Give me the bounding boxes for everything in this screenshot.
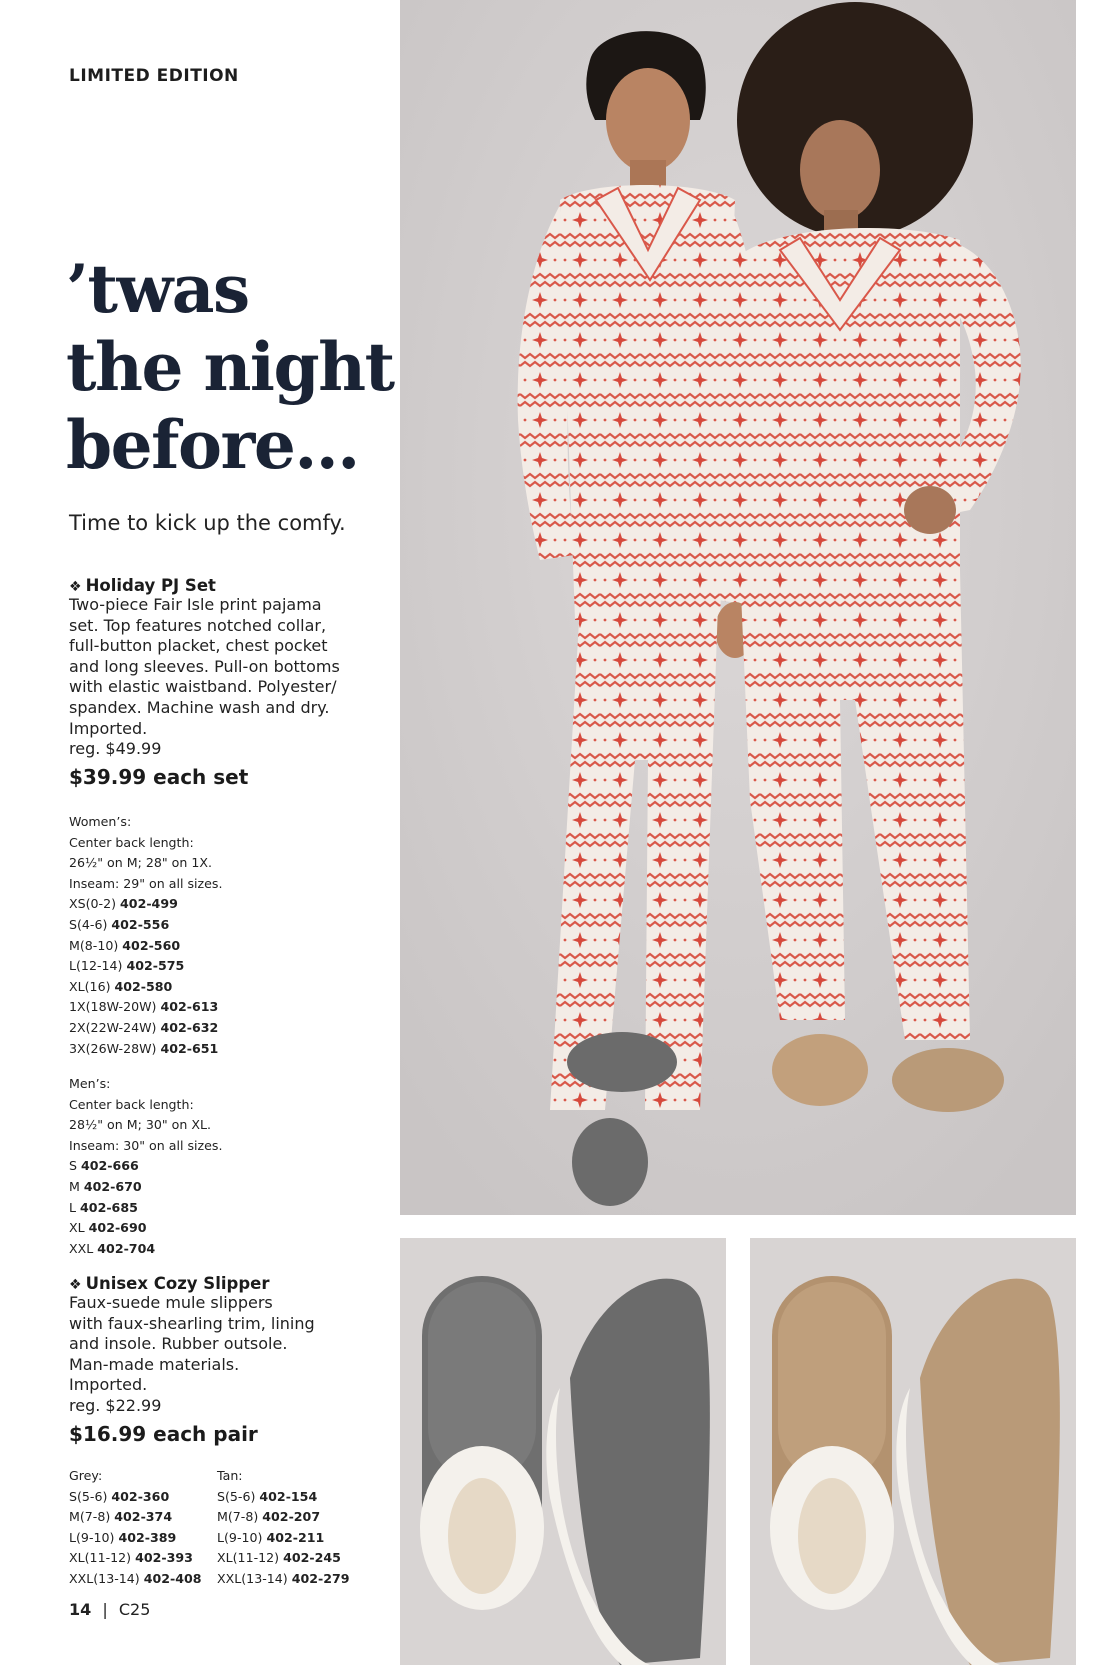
womens-size-size: 1X(18W-20W) <box>69 999 157 1015</box>
grey-size-size: S(5-6) <box>69 1488 108 1504</box>
diamond-bullet-icon: ❖ <box>69 579 82 595</box>
headline <box>66 250 396 484</box>
pj-desc-line: spandex. Machine wash and dry. <box>69 697 330 717</box>
tan-size-row <box>217 1569 367 1590</box>
pj-desc-line: full-button placket, chest pocket <box>69 636 328 656</box>
slipper-name-text: Unisex Cozy Slipper <box>85 1274 270 1293</box>
mens-size-size: S <box>69 1158 77 1174</box>
womens-size-row <box>69 1018 222 1039</box>
womens-size-item-number: 402-580 <box>114 978 173 994</box>
pj-desc-line: set. Top features notched collar, <box>69 615 327 635</box>
pj-desc-line: and long sleeves. Pull-on bottoms <box>69 656 340 676</box>
grey-size-size: XL(11-12) <box>69 1550 132 1566</box>
tagline: Time to kick up the comfy. <box>69 511 346 535</box>
womens-size-item-number: 402-651 <box>160 1040 219 1056</box>
grey-size-size: M(7-8) <box>69 1509 111 1525</box>
womens-note: 26½" on M; 28" on 1X. <box>69 855 212 871</box>
mens-note: Inseam: 30" on all sizes. <box>69 1137 223 1153</box>
womens-size-item-number: 402-613 <box>160 999 219 1015</box>
mens-note: Center back length: <box>69 1096 194 1112</box>
slipper-name <box>69 1274 389 1293</box>
slipper-product <box>69 1274 389 1446</box>
mens-size-row <box>69 1177 222 1198</box>
grey-size-item-number: 402-374 <box>114 1509 173 1525</box>
tan-size-row <box>217 1528 367 1549</box>
pj-set-sale-price: $39.99 each set <box>69 765 249 790</box>
slipper-desc-line: and insole. Rubber outsole. <box>69 1334 288 1354</box>
womens-size-row <box>69 977 222 998</box>
pj-set-name-text: Holiday PJ Set <box>85 576 216 595</box>
tan-size-size: L(9-10) <box>217 1529 263 1545</box>
pj-couple-photo <box>400 0 1076 1215</box>
mens-size-item-number: 402-685 <box>80 1199 138 1215</box>
slipper-sale-price: $16.99 each pair <box>69 1421 258 1446</box>
grey-size-row <box>69 1487 219 1508</box>
mens-size-item-number: 402-704 <box>97 1240 156 1256</box>
mens-size-list <box>69 1074 222 1259</box>
pj-set-reg-price: reg. $49.99 <box>69 739 162 759</box>
grey-size-item-number: 402-389 <box>118 1529 177 1545</box>
tan-size-size: M(7-8) <box>217 1509 259 1525</box>
pj-couple-illustration <box>400 0 1076 1215</box>
tan-size-size: S(5-6) <box>217 1488 256 1504</box>
grey-size-row <box>69 1507 219 1528</box>
tan-slipper-photo <box>750 1238 1076 1665</box>
womens-size-row <box>69 956 222 977</box>
mens-size-row <box>69 1239 222 1260</box>
womens-size-item-number: 402-575 <box>126 958 185 974</box>
kicker-limited-edition: LIMITED EDITION <box>69 66 239 86</box>
womens-size-item-number: 402-560 <box>122 937 181 953</box>
tan-size-item-number: 402-211 <box>266 1529 325 1545</box>
slipper-desc-line: with faux-shearling trim, lining <box>69 1313 315 1333</box>
mens-size-size: XXL <box>69 1240 94 1256</box>
womens-size-item-number: 402-556 <box>111 916 170 932</box>
womens-size-row <box>69 894 222 915</box>
grey-size-row <box>69 1569 219 1590</box>
tan-size-size: XXL(13-14) <box>217 1570 288 1586</box>
tan-size-size: XL(11-12) <box>217 1550 280 1566</box>
womens-size-size: 2X(22W-24W) <box>69 1019 157 1035</box>
mens-size-row <box>69 1218 222 1239</box>
womens-note: Inseam: 29" on all sizes. <box>69 875 223 891</box>
grey-slipper-illustration <box>400 1238 726 1665</box>
womens-size-row <box>69 915 222 936</box>
womens-label: Women’s: <box>69 814 132 829</box>
tan-size-item-number: 402-279 <box>291 1570 350 1586</box>
pj-desc-line: with elastic waistband. Polyester/ <box>69 677 337 697</box>
page-number: 14 <box>69 1600 92 1619</box>
grey-size-item-number: 402-393 <box>135 1550 193 1566</box>
headline-line-3: before... <box>66 406 359 484</box>
mens-size-row <box>69 1156 222 1177</box>
womens-size-size: XS(0-2) <box>69 896 117 912</box>
grey-slipper-photo <box>400 1238 726 1665</box>
mens-size-size: M <box>69 1178 80 1194</box>
pj-desc-line: Imported. <box>69 718 148 738</box>
folio <box>69 1600 150 1619</box>
womens-size-list <box>69 812 222 1059</box>
mens-size-item-number: 402-690 <box>88 1220 147 1236</box>
womens-size-size: XL(16) <box>69 978 111 994</box>
slipper-grey-sizes <box>69 1466 219 1590</box>
pj-desc-line: Two-piece Fair Isle print pajama <box>69 595 322 614</box>
pj-set-description <box>69 595 389 739</box>
slipper-reg-price: reg. $22.99 <box>69 1395 162 1415</box>
grey-size-size: L(9-10) <box>69 1529 115 1545</box>
mens-size-size: L <box>69 1199 77 1215</box>
tan-size-item-number: 402-207 <box>262 1509 321 1525</box>
mens-size-item-number: 402-670 <box>83 1178 142 1194</box>
grey-size-item-number: 402-408 <box>143 1570 202 1586</box>
womens-size-size: S(4-6) <box>69 916 108 932</box>
grey-size-row <box>69 1548 219 1569</box>
pj-set-product <box>69 576 389 789</box>
womens-size-row <box>69 936 222 957</box>
slipper-description <box>69 1293 389 1396</box>
headline-line-1: ’twas <box>66 250 249 328</box>
mens-size-size: XL <box>69 1220 85 1236</box>
mens-size-row <box>69 1198 222 1219</box>
grey-label: Grey: <box>69 1468 103 1483</box>
folio-separator: | <box>102 1600 108 1619</box>
tan-label: Tan: <box>217 1468 243 1483</box>
tan-size-item-number: 402-245 <box>283 1550 341 1566</box>
headline-line-2: the night <box>66 328 394 406</box>
mens-label: Men’s: <box>69 1076 111 1091</box>
grey-size-item-number: 402-360 <box>111 1488 170 1504</box>
mens-size-item-number: 402-666 <box>81 1158 139 1174</box>
tan-size-row <box>217 1507 367 1528</box>
campaign-code: C25 <box>118 1600 151 1619</box>
mens-note: 28½" on M; 30" on XL. <box>69 1117 211 1133</box>
womens-size-item-number: 402-632 <box>160 1019 219 1035</box>
womens-size-item-number: 402-499 <box>120 896 178 912</box>
womens-size-size: L(12-14) <box>69 958 123 974</box>
womens-size-row <box>69 997 222 1018</box>
womens-note: Center back length: <box>69 834 194 850</box>
womens-size-size: 3X(26W-28W) <box>69 1040 157 1056</box>
slipper-desc-line: Faux-suede mule slippers <box>69 1293 273 1312</box>
grey-size-size: XXL(13-14) <box>69 1570 140 1586</box>
pj-set-name <box>69 576 389 595</box>
tan-size-row <box>217 1487 367 1508</box>
slipper-tan-sizes <box>217 1466 367 1590</box>
tan-size-item-number: 402-154 <box>259 1488 318 1504</box>
slipper-desc-line: Imported. <box>69 1375 148 1395</box>
tan-size-row <box>217 1548 367 1569</box>
tan-slipper-illustration <box>750 1238 1076 1665</box>
slipper-desc-line: Man-made materials. <box>69 1354 240 1374</box>
womens-size-size: M(8-10) <box>69 937 119 953</box>
grey-size-row <box>69 1528 219 1549</box>
diamond-bullet-icon: ❖ <box>69 1277 82 1293</box>
womens-size-row <box>69 1039 222 1060</box>
